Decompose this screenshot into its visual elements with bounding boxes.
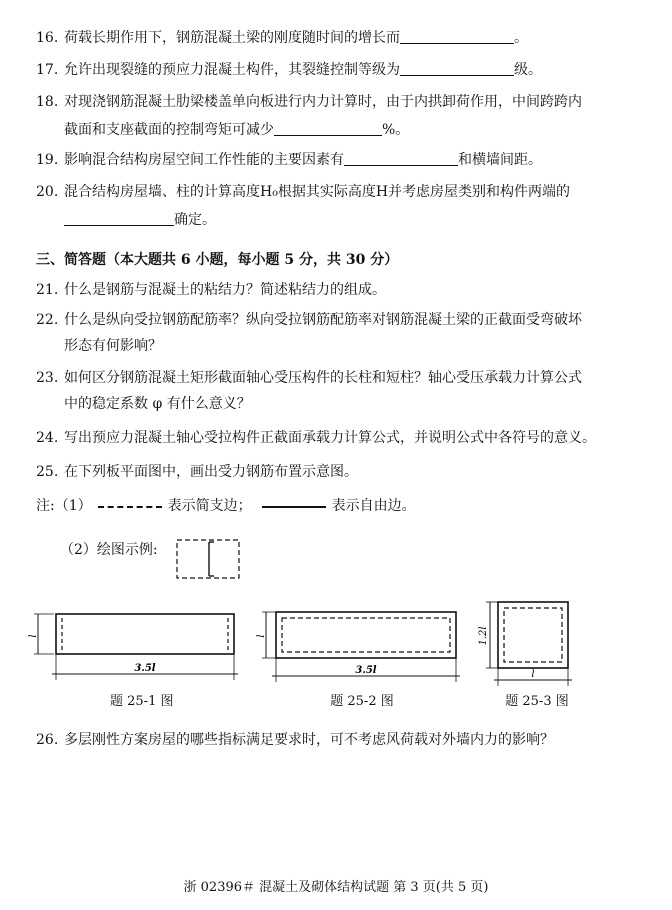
- figure-25-3: [480, 596, 584, 690]
- question-text: 截面和支座截面的控制弯矩可减少: [64, 122, 274, 138]
- slab-outline: [276, 612, 456, 658]
- question-20: [36, 182, 656, 202]
- question-text: 荷载长期作用下，钢筋混凝土梁的刚度随时间的增长而: [64, 30, 400, 46]
- question-text: 写出预应力混凝土轴心受拉构件正截面承载力计算公式，并说明公式中各符号的意义。: [64, 430, 596, 446]
- simple-edges-all-sides: [282, 618, 450, 652]
- page-footer: 浙 02396＃ 混凝土及砌体结构试题 第 3 页(共 5 页): [183, 880, 489, 895]
- question-text-end: 。: [514, 30, 528, 46]
- question-text: 什么是纵向受拉钢筋配筋率？纵向受拉钢筋配筋率对钢筋混凝土梁的正截面受弯破坏: [64, 312, 582, 328]
- question-26: [36, 730, 656, 750]
- example-sketch: [174, 536, 244, 582]
- figure-25-2-caption: 题 25-2 图: [330, 694, 394, 709]
- note-prefix: 注:（1）: [36, 498, 92, 514]
- question-25: [36, 462, 656, 482]
- figure-25-1: [26, 604, 246, 690]
- question-text-end: %。: [382, 122, 410, 138]
- question-number: 17.: [36, 62, 59, 78]
- question-text: 什么是钢筋与混凝土的粘结力？简述粘结力的组成。: [64, 282, 386, 298]
- answer-blank[interactable]: [344, 151, 458, 166]
- example-slab-outline: [177, 540, 239, 578]
- question-number: 19.: [36, 152, 59, 168]
- question-23-continued: 中的稳定系数 φ 有什么意义？: [64, 396, 251, 412]
- question-21: [36, 280, 656, 300]
- dashed-line-sample: [98, 496, 162, 508]
- question-16: [36, 28, 656, 48]
- dashed-line-meaning: 表示简支边；: [167, 498, 252, 514]
- question-text-end: 级。: [514, 62, 542, 78]
- figure-25-1-caption: 题 25-1 图: [110, 694, 174, 709]
- question-number: 23.: [36, 370, 59, 386]
- question-22: [36, 310, 656, 330]
- width-label: 3.5l: [134, 663, 156, 674]
- answer-blank[interactable]: [400, 29, 514, 44]
- question-text-end: 和横墙间距。: [458, 152, 542, 168]
- slab-outline: [498, 602, 568, 668]
- question-number: 22.: [36, 312, 59, 328]
- question-number: 26.: [36, 732, 59, 748]
- example-label: （2）绘图示例:: [60, 542, 158, 558]
- question-number: 20.: [36, 184, 59, 200]
- question-19: [36, 150, 656, 170]
- question-text: 允许出现裂缝的预应力混凝土构件，其裂缝控制等级为: [64, 62, 400, 78]
- height-label: l: [256, 634, 267, 638]
- question-20-continued: [64, 210, 216, 230]
- figure-25-2: [256, 604, 466, 690]
- question-text: 如何区分钢筋混凝土矩形截面轴心受压构件的长柱和短柱？轴心受压承载力计算公式: [64, 370, 582, 386]
- answer-blank[interactable]: [274, 121, 382, 136]
- question-number: 16.: [36, 30, 59, 46]
- question-number: 21.: [36, 282, 59, 298]
- question-18-continued: [64, 120, 409, 140]
- slab-outline: [56, 614, 234, 654]
- solid-line-sample: [262, 496, 326, 508]
- question-number: 25.: [36, 464, 59, 480]
- question-number: 24.: [36, 430, 59, 446]
- legend-note: [36, 496, 416, 516]
- question-text: 多层刚性方案房屋的哪些指标满足要求时，可不考虑风荷载对外墙内力的影响？: [64, 732, 554, 748]
- question-text: 对现浇钢筋混凝土肋梁楼盖单向板进行内力计算时，由于内拱卸荷作用，中间跨跨内: [64, 94, 582, 110]
- question-text: 混合结构房屋墙、柱的计算高度H₀根据其实际高度H并考虑房屋类别和构件两端的: [64, 184, 571, 200]
- answer-blank[interactable]: [64, 211, 174, 226]
- question-text: 在下列板平面图中，画出受力钢筋布置示意图。: [64, 464, 358, 480]
- question-24: [36, 428, 656, 448]
- width-label: l: [531, 669, 535, 680]
- simple-edges-all-sides: [504, 608, 562, 662]
- question-22-continued: 形态有何影响？: [64, 338, 162, 354]
- question-17: [36, 60, 656, 80]
- question-23: [36, 368, 656, 388]
- question-18: [36, 92, 656, 112]
- question-text-end: 确定。: [174, 212, 216, 228]
- answer-blank[interactable]: [400, 61, 514, 76]
- section-title: 三、简答题（本大题共 6 小题，每小题 5 分，共 30 分）: [36, 252, 399, 268]
- figure-25-3-caption: 题 25-3 图: [505, 694, 569, 709]
- question-number: 18.: [36, 94, 59, 110]
- solid-line-meaning: 表示自由边。: [331, 498, 416, 514]
- height-label: 1.2l: [478, 626, 489, 646]
- width-label: 3.5l: [355, 665, 377, 676]
- height-label: l: [28, 634, 39, 638]
- question-text: 影响混合结构房屋空间工作性能的主要因素有: [64, 152, 344, 168]
